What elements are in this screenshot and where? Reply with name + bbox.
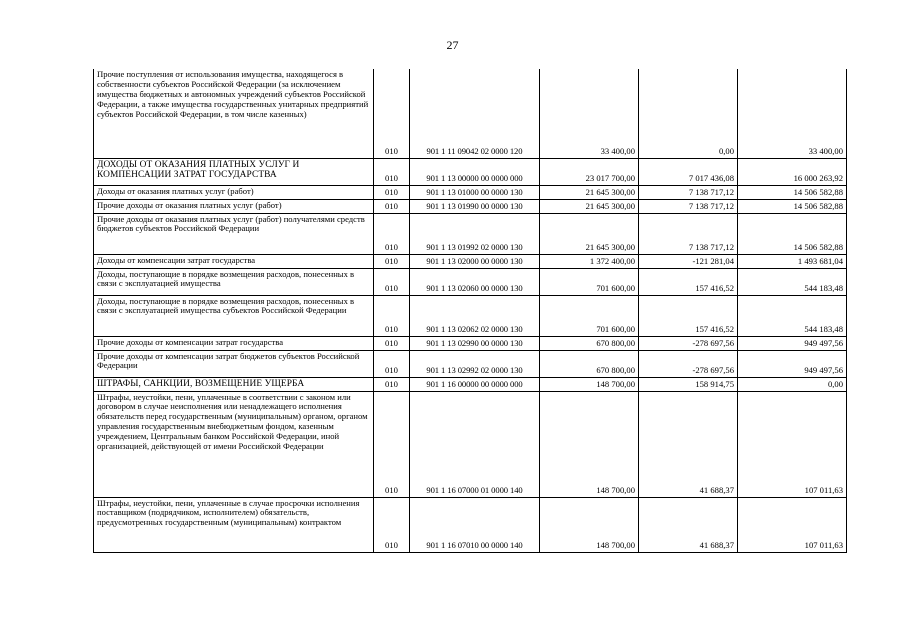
- row-name: Доходы, поступающие в порядке возмещения расходов, понесенных в связи с эксплуатацией имущества субъектов Российской Федерации: [94, 295, 374, 336]
- row-kbk: 901 1 13 01992 02 0000 130: [410, 213, 540, 254]
- row-kbk: 901 1 13 01000 00 0000 130: [410, 185, 540, 199]
- row-approved: 701 600,00: [540, 295, 639, 336]
- row-approved: 21 645 300,00: [540, 185, 639, 199]
- row-approved: 670 800,00: [540, 350, 639, 377]
- row-code: 010: [374, 391, 410, 497]
- row-executed: 41 688,37: [639, 497, 738, 552]
- table-row: [94, 254, 847, 268]
- table-row: [94, 158, 847, 185]
- row-name: Доходы от оказания платных услуг (работ): [94, 185, 374, 199]
- row-name: Штрафы, неустойки, пени, уплаченные в соответствии с законом или договором в случае неисполнения или ненадлежащего исполнения обязательств перед государственным (муниципальным) органом, органом управления государственным внебюджетным фондом, казенным учреждением, Центральным банком Российской Федерации, иной организацией, действующей от имени Российской Федерации: [94, 391, 374, 497]
- row-name: Доходы от компенсации затрат государства: [94, 254, 374, 268]
- page-number: 27: [446, 38, 459, 52]
- table-row: [94, 295, 847, 336]
- row-executed: 7 017 436,08: [639, 158, 738, 185]
- row-kbk: 901 1 13 02990 00 0000 130: [410, 336, 540, 350]
- row-code: 010: [374, 69, 410, 158]
- revenue-report-table: [93, 69, 847, 553]
- table-row: [94, 185, 847, 199]
- row-approved: 23 017 700,00: [540, 158, 639, 185]
- row-code: 010: [374, 377, 410, 391]
- row-unexecuted: 107 011,63: [738, 391, 847, 497]
- row-executed: -278 697,56: [639, 350, 738, 377]
- row-kbk: 901 1 13 02992 02 0000 130: [410, 350, 540, 377]
- row-executed: 157 416,52: [639, 268, 738, 295]
- row-kbk: 901 1 16 00000 00 0000 000: [410, 377, 540, 391]
- row-code: 010: [374, 254, 410, 268]
- table-row: [94, 350, 847, 377]
- row-code: 010: [374, 185, 410, 199]
- row-executed: 7 138 717,12: [639, 199, 738, 213]
- table-row: [94, 213, 847, 254]
- row-kbk: 901 1 13 02062 02 0000 130: [410, 295, 540, 336]
- row-approved: 148 700,00: [540, 497, 639, 552]
- row-code: 010: [374, 213, 410, 254]
- row-name: Прочие поступления от использования имущества, находящегося в собственности субъектов Российской Федерации (за исключением имущества бюджетных и автономных учреждений субъектов Российской Федерации, а также имущества государственных унитарных предприятий субъектов Российской Федерации, в том числе казенных): [94, 69, 374, 158]
- table-row: [94, 69, 847, 158]
- row-approved: 21 645 300,00: [540, 213, 639, 254]
- row-unexecuted: 16 000 263,92: [738, 158, 847, 185]
- row-code: 010: [374, 268, 410, 295]
- row-unexecuted: 14 506 582,88: [738, 199, 847, 213]
- row-executed: 157 416,52: [639, 295, 738, 336]
- row-executed: -278 697,56: [639, 336, 738, 350]
- table-row: [94, 268, 847, 295]
- row-unexecuted: 949 497,56: [738, 336, 847, 350]
- row-name: Прочие доходы от компенсации затрат бюджетов субъектов Российской Федерации: [94, 350, 374, 377]
- row-kbk: 901 1 13 02060 00 0000 130: [410, 268, 540, 295]
- row-name: Прочие доходы от оказания платных услуг (работ) получателями средств бюджетов субъектов Российской Федерации: [94, 213, 374, 254]
- row-kbk: 901 1 16 07000 01 0000 140: [410, 391, 540, 497]
- table-row: [94, 377, 847, 391]
- row-unexecuted: 949 497,56: [738, 350, 847, 377]
- row-approved: 148 700,00: [540, 377, 639, 391]
- row-approved: 701 600,00: [540, 268, 639, 295]
- row-executed: 158 914,75: [639, 377, 738, 391]
- row-code: 010: [374, 350, 410, 377]
- row-approved: 33 400,00: [540, 69, 639, 158]
- row-kbk: 901 1 13 01990 00 0000 130: [410, 199, 540, 213]
- row-unexecuted: 107 011,63: [738, 497, 847, 552]
- row-name: Прочие доходы от компенсации затрат государства: [94, 336, 374, 350]
- row-approved: 21 645 300,00: [540, 199, 639, 213]
- row-code: 010: [374, 199, 410, 213]
- row-name: ШТРАФЫ, САНКЦИИ, ВОЗМЕЩЕНИЕ УЩЕРБА: [94, 377, 374, 391]
- row-unexecuted: 14 506 582,88: [738, 185, 847, 199]
- row-unexecuted: 14 506 582,88: [738, 213, 847, 254]
- row-code: 010: [374, 336, 410, 350]
- row-name: Доходы, поступающие в порядке возмещения расходов, понесенных в связи с эксплуатацией имущества: [94, 268, 374, 295]
- row-kbk: 901 1 16 07010 00 0000 140: [410, 497, 540, 552]
- row-kbk: 901 1 13 02000 00 0000 130: [410, 254, 540, 268]
- row-code: 010: [374, 295, 410, 336]
- row-unexecuted: 544 183,48: [738, 295, 847, 336]
- table-row: [94, 497, 847, 552]
- row-kbk: 901 1 11 09042 02 0000 120: [410, 69, 540, 158]
- row-code: 010: [374, 158, 410, 185]
- table-row: [94, 199, 847, 213]
- table-row: [94, 336, 847, 350]
- row-approved: 1 372 400,00: [540, 254, 639, 268]
- row-executed: 7 138 717,12: [639, 213, 738, 254]
- row-approved: 148 700,00: [540, 391, 639, 497]
- row-name: ДОХОДЫ ОТ ОКАЗАНИЯ ПЛАТНЫХ УСЛУГ И КОМПЕНСАЦИИ ЗАТРАТ ГОСУДАРСТВА: [94, 158, 374, 185]
- row-approved: 670 800,00: [540, 336, 639, 350]
- row-name: Прочие доходы от оказания платных услуг (работ): [94, 199, 374, 213]
- row-kbk: 901 1 13 00000 00 0000 000: [410, 158, 540, 185]
- row-code: 010: [374, 497, 410, 552]
- row-unexecuted: 1 493 681,04: [738, 254, 847, 268]
- row-executed: 41 688,37: [639, 391, 738, 497]
- row-unexecuted: 544 183,48: [738, 268, 847, 295]
- row-executed: 7 138 717,12: [639, 185, 738, 199]
- table-row: [94, 391, 847, 497]
- row-unexecuted: 0,00: [738, 377, 847, 391]
- row-executed: 0,00: [639, 69, 738, 158]
- row-name: Штрафы, неустойки, пени, уплаченные в случае просрочки исполнения поставщиком (подрядчиком, исполнителем) обязательств, предусмотренных государственным (муниципальным) контрактом: [94, 497, 374, 552]
- row-unexecuted: 33 400,00: [738, 69, 847, 158]
- row-executed: -121 281,04: [639, 254, 738, 268]
